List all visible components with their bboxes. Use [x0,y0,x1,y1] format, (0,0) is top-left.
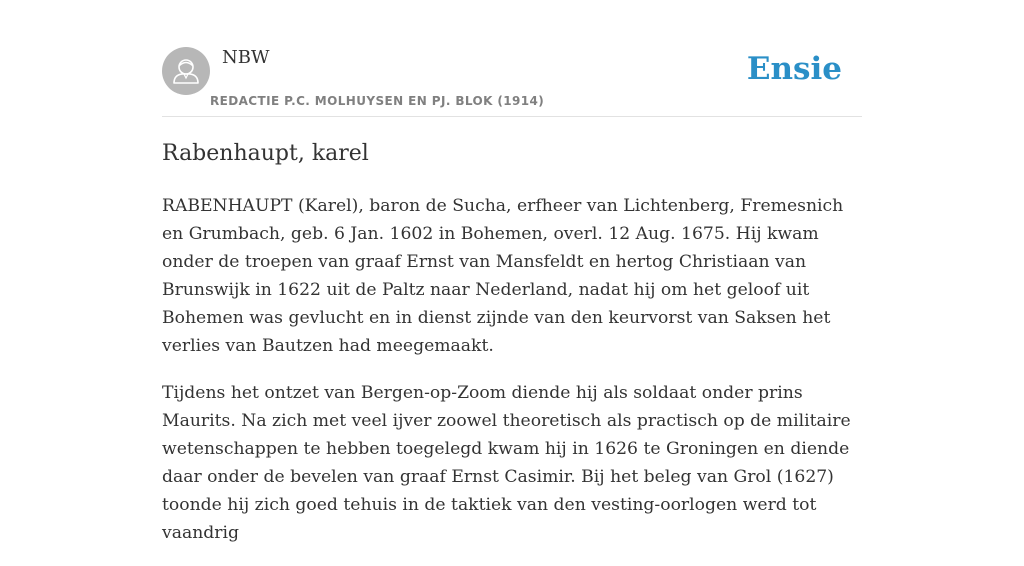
article-paragraph: Tijdens het ontzet van Bergen-op-Zoom diende hij als soldaat onder prins Maurits. Na zich met veel ijver zoowel theoretisch als practisch op de militaire wetenschappen te hebben toegelegd kwam hij in 1626 te Groningen en diende daar onder de bevelen van graaf Ernst Casimir. Bij het beleg van Grol (1627) toonde hij zich goed tehuis in de taktiek van den vesting-oorlogen werd tot vaandrig [162,383,851,543]
author-header [162,0,862,117]
article-body [162,192,862,566]
author-name[interactable]: NBW [222,47,270,68]
ensie-logo-link[interactable]: Ensie [746,51,842,87]
article-container [162,0,862,543]
user-icon [162,47,210,95]
author-subtitle: REDACTIE P.C. MOLHUYSEN EN PJ. BLOK (1914) [210,94,545,108]
author-avatar[interactable] [162,47,210,95]
article-title: Rabenhaupt, karel [162,141,369,166]
article-paragraph: RABENHAUPT (Karel), baron de Sucha, erfheer van Lichtenberg, Fremesnich en Grumbach, geb. 6 Jan. 1602 in Bohemen, overl. 12 Aug. 1675. Hij kwam onder de troepen van graaf Ernst van Mansfeldt en hertog Christiaan van Brunswijk in 1622 uit de Paltz naar Nederland, nadat hij om het geloof uit Bohemen was gevlucht en in dienst zijnde van den keurvorst van Saksen het verlies van Bautzen had meegemaakt. [162,196,844,356]
